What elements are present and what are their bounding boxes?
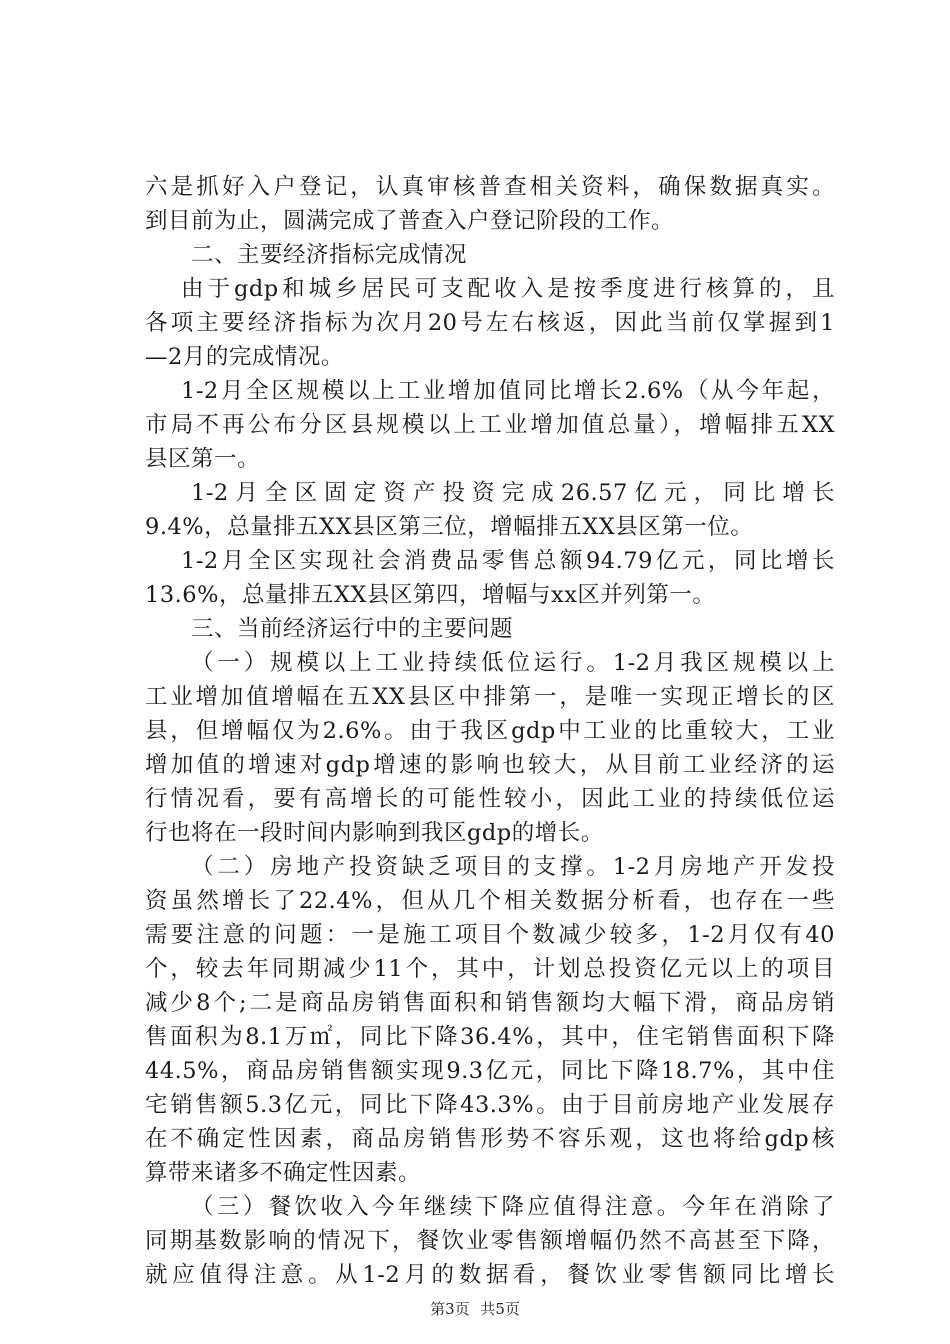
text-line: 需要注意的问题：一是施工项目个数减少较多，1-2月仅有40 [145,922,835,948]
text-line: 1-2月全区实现社会消费品零售总额94.79亿元，同比增长 [181,548,835,574]
text-line: （三）餐饮收入今年继续下降应值得注意。今年在消除了 [191,1194,835,1220]
text-line: 宅销售额5.3亿元，同比下降43.3%。由于目前房地产业发展存 [145,1092,835,1118]
text-line: 44.5%，商品房销售额实现9.3亿元，同比下降18.7%，其中住 [145,1058,835,1084]
text-line: 1-2月全区固定资产投资完成26.57亿元，同比增长 [191,480,835,506]
text-line: 算带来诸多不确定性因素。 [145,1160,422,1186]
document-body [145,170,835,1292]
text-line: —2月的完成情况。 [145,344,344,370]
text-line: 市局不再公布分区县规模以上工业增加值总量），增幅排五XX [145,412,835,438]
text-line: （二）房地产投资缺乏项目的支撑。1-2月房地产开发投 [191,854,835,880]
text-line: 工业增加值增幅在五XX县区中排第一，是唯一实现正增长的区 [145,684,835,710]
page-footer [0,1298,950,1319]
text-line: 售面积为8.1万㎡，同比下降36.4%，其中，住宅销售面积下降 [145,1024,835,1050]
text-line: 同期基数影响的情况下，餐饮业零售额增幅仍然不高甚至下降， [145,1228,835,1254]
text-line: 在不确定性因素，商品房销售形势不容乐观，这也将给gdp核 [145,1126,835,1152]
text-line: 1-2月全区规模以上工业增加值同比增长2.6%（从今年起， [181,378,835,404]
text-line: 行情况看，要有高增长的可能性较小，因此工业的持续低位运 [145,786,835,812]
text-line: 县区第一。 [145,446,261,472]
page-number: 第3页 [430,1300,470,1318]
text-line: 各项主要经济指标为次月20号左右核返，因此当前仅掌握到1 [145,310,835,336]
text-line: 资虽然增长了22.4%，但从几个相关数据分析看，也存在一些 [145,888,835,914]
text-line: 六是抓好入户登记，认真审核普查相关资料，确保数据真实。 [145,174,835,200]
text-line: 9.4%，总量排五XX县区第三位，增幅排五XX县区第一位。 [145,514,754,540]
page-total: 共5页 [480,1300,520,1318]
text-line: 减少8个;二是商品房销售面积和销售额均大幅下滑，商品房销 [145,990,835,1016]
text-line: 由于gdp和城乡居民可支配收入是按季度进行核算的，且 [181,276,835,302]
text-line: 三、当前经济运行中的主要问题 [191,616,514,642]
text-line: 个，较去年同期减少11个，其中，计划总投资亿元以上的项目 [145,956,835,982]
text-line: 县，但增幅仅为2.6%。由于我区gdp中工业的比重较大，工业 [145,718,835,744]
text-line: 就应值得注意。从1-2月的数据看，餐饮业零售额同比增长 [145,1262,835,1288]
text-line: 增加值的增速对gdp增速的影响也较大，从目前工业经济的运 [145,752,835,778]
text-line: 行也将在一段时间内影响到我区gdp的增长。 [145,820,604,846]
text-line: 二、主要经济指标完成情况 [191,242,468,268]
text-line: 13.6%，总量排五XX县区第四，增幅与xx区并列第一。 [145,582,716,608]
text-line: 到目前为止，圆满完成了普查入户登记阶段的工作。 [145,208,675,234]
text-line: （一）规模以上工业持续低位运行。1-2月我区规模以上 [191,650,835,676]
